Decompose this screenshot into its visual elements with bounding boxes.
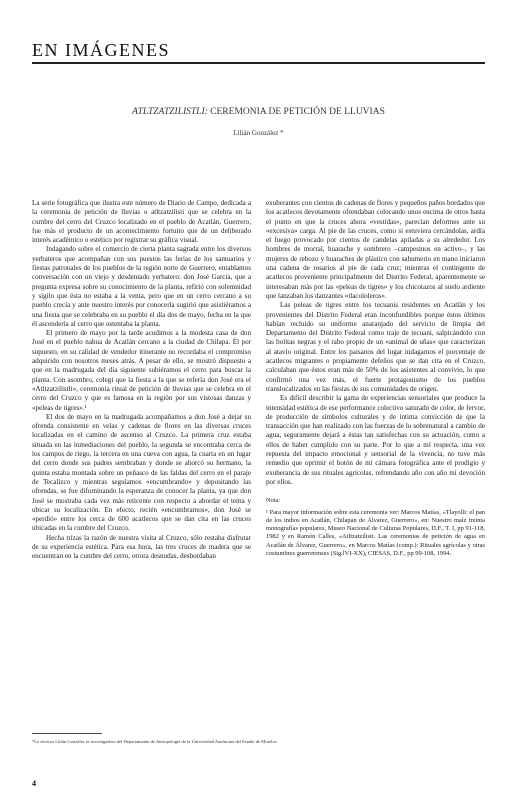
page-number: 4 <box>32 779 36 788</box>
section-rule <box>32 62 485 64</box>
footnote-rule <box>32 733 102 734</box>
notes-section <box>266 497 485 558</box>
paragraph: La serie fotográfica que ilustra este número de Diario de Campo, dedicada a la ceremonia de petición de lluvias o atltzatzilisti que se celebra en la cumbre del cerro del Cruzco localizado en el pueblo de Acatlán, Guerrero, fue más el producto de un acontecimiento fortuito que de un deliberado interés académico o estético por registrar su gráfica visual. <box>32 199 251 245</box>
note-text: ¹ Para mayor información sobre esta ceremonia ver: Marcos Matías, «Tlayolli: el pan de los indios en Acatlán, Chilapan de Álvarez, Guerrero», en: Nuestro maíz treinta monografías populares, Museo Nacional de Culturas Populares, D.F., T. I, pp 91-118, 1982 y en Ramón Calles, «Atltzatzilisti. Las ceremonias de petición de agua en Acatlán de Álvarez, Guerrero», en Marcos Matías (comp.): Rituales agrícolas y otras costumbres guerrerenses (Sig.lVI-XX), CIESAS, D.F., pp 99-108, 1994. <box>266 508 485 557</box>
author-footnote: *La doctora Lilián González es investigadora del Departamento de Antropología de la Universidad Autónoma del Estado de Morelos. <box>32 739 278 744</box>
paragraph: Hecha trizas la razón de nuestra visita al Cruzco, sólo restaba disfrutar de su experiencia estética. Para esa hora, las tres cruces de madera que se encuentran en la cumbre del cerro, otrora desnudas, desbordaban <box>32 533 251 561</box>
article-title <box>32 107 485 117</box>
paragraph: El dos de mayo en la madrugada acompañamos a don José a dejar su ofrenda consistente en velas y cadenas de flores en las diversas cruces localizadas en el camino de ascenso al Cruzco. La primera cruz estaba situada en las inmediaciones del pueblo, la segunda se encontraba cerca de los campos de riego, la tercera en una cueva con agua, la cuarta en un lugar del cerro donde sus padres sembraban y donde se ahorcó su hermano, la quinta estaba montada sobre un peñasco de las faldas del cerro en el paraje de Tecalizco y mientras seguíamos «encumbrando» y depositando las ofrendas, se fue difuminando la esperanza de conocer la planta, ya que don José se mostraba cada vez más reticente con respecto a abordar el tema y ubicar su localización. En efecto, recién «encumbramos», don José se «perdió» entre los cerca de 600 acatlecos que se dan cita en las cruces ubicadas en la cumbre del Cruzco. <box>32 412 251 533</box>
article-author: Lilián González * <box>233 129 284 137</box>
section-heading: EN IMÁGENES <box>32 40 170 60</box>
paragraph: Indagando sobre el comercio de cierta planta sagrada entre los diversos yerbateros que acompañan con sus puestos las ferias de los santuarios y fiestas patronales de los pueblos de la región norte de Guerrero, entablamos conversación con un viejo y desdentado yerbatero: don José García, que a pregunta expresa sobre su conocimiento de la planta, refirió con solemnidad y sigilo que ésta no estaba a la venta, pero que en un cerro cercano a su pueblo crecía y ante nuestro interés por conocerla sugirió que asistiéramos a una fiesta que se celebraba en su pueblo el día dos de mayo, fecha en la que él ascendería al cerro que ostentaba la planta. <box>32 245 251 328</box>
paragraph: Las peleas de tigres entre los tecuanis residentes en Acatlán y los provenientes del Distrito Federal eran inconfundibles porque éstos últimos habían recluido su uniforme anaranjado del servicio de limpia del Departamento del Distrito Federal como traje de tecuani, salpicándolo con las bolitas negras y el rabo propio de un «animal de uñas» que caracterizan al atavío original. Entre los paisanos del lugar indagamos el porcentaje de acatlecos migrantes o propiamente defeños que se dan cita en el Cruzco, calculaban que éstos eran más de 50% de los asistentes al convivio, lo que confirmó una vez más, el fuerte protagonismo de los pueblos translocalizados en las fiestas de sus comunidades de origen. <box>266 301 485 393</box>
paragraph: Es difícil describir la gama de experiencias sensoriales que produce la intensidad estética de ese performance colectivo saturado de color, de fervor, de producción de símbolos culturales y de íntima convicción de que la transacción que han realizado con las fuerzas de lo sobrenatural a cambio de agua, seguramente dejará a éstas tan satisfechas con su actuación, como a ellos de haber cumplido con su parte. Por lo que a mí respecta, una vez repuesta del impacto emocional y sensorial de la vivencia, no tuve más remedio que oprimir el botón de mi cámara fotográfica ante el prodigio y exuberancia de sus rituales agrícolas, refrendando año con año mi devoción por ellos. <box>266 394 485 486</box>
article-title-rest: CEREMONIA DE PETICIÓN DE LLUVIAS <box>207 107 385 117</box>
right-column <box>266 199 485 558</box>
paragraph: El primero de mayo por la tarde acudimos a la modesta casa de don José en el pueblo nahua de Acatlán cercano a la ciudad de Chilapa. Él por supuesto, en su calidad de vendedor itinerante no recordaba el compromiso adquirido con nosotros meses atrás. A pesar de ello, se mostró dispuesto a que en la madrugada del día siguiente subiéramos el cerro para buscar la planta. Con asombro, colegí que la fiesta a la que se refería don José era el «Atltzatzilistli», ceremonia ritual de petición de lluvias que se celebra en el cerro del Cruzco y que es famosa en la región por sus vistosas danzas y «peleas de tigres».¹ <box>32 329 251 412</box>
left-column <box>32 199 251 562</box>
paragraph: exuberantes con cientos de cadenas de flores y pequeños paños bordados que los acatlecos devotamente ofrendaban colocando unos encima de otros hasta el punto en que la cruces ahora «vestidas», parecían deformes ante su «excesiva» carga. Al pie de las cruces, como si estuviera cercándolas, ardía el fuego provocado por cientos de candelas apiladas a su alrededor. Los hombres de morral, huarache y sombrero –campesinos en activo–, y las mujeres de rebozo y huaraches de plástico con sahumerio en mano iniciaron una cadena de rosarios al pie de cada cruz; mientras el contingente de acatlecos proveniente principalmente del Distrito Federal, aparentemente se interesaban más por las «peleas de tigres» y los chicotazos al suelo ardiente que lanzaban los danzantes «tlacololeros». <box>266 199 485 300</box>
notes-heading: Nota: <box>266 497 281 505</box>
article-title-italic: ATLTZATZILISTLI: <box>132 107 208 117</box>
